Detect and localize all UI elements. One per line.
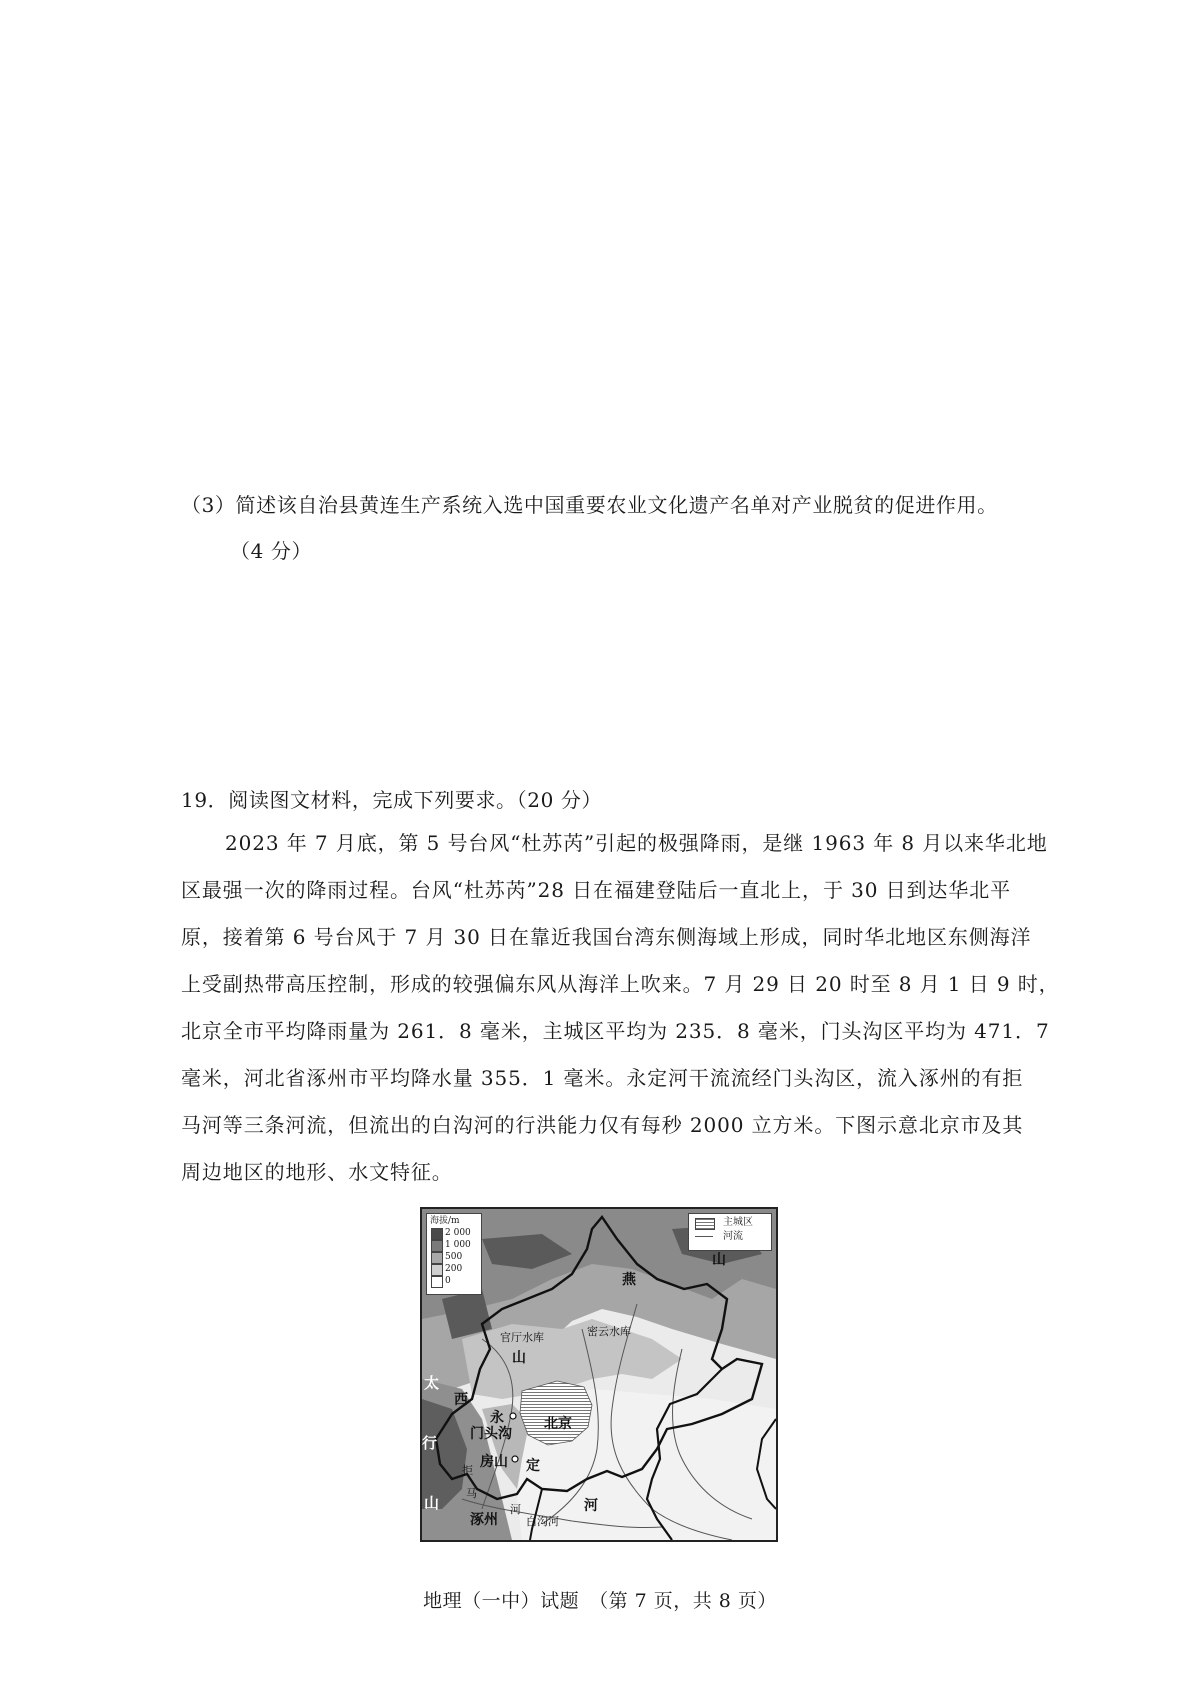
material-line: 上受副热带高压控制，形成的较强偏东风从海洋上吹来。7 月 29 日 20 时至 8 月 1 日 9 时， (181, 972, 1060, 996)
label-xi: 西 (454, 1392, 468, 1408)
question-3-text: （3）简述该自治县黄连生产系统入选中国重要农业文化遗产名单对产业脱贫的促进作用。 (181, 493, 998, 517)
question-3-score: （4 分） (230, 539, 313, 563)
label-fangshan: 房山 (480, 1454, 508, 1470)
legend-swatch (431, 1228, 443, 1240)
label-shan-north: 山 (712, 1252, 726, 1268)
label-baigouhe: 白沟河 (526, 1515, 559, 1528)
question-19-heading: 19．阅读图文材料，完成下列要求。（20 分） (181, 788, 603, 812)
legend-value: 0 (445, 1276, 451, 1286)
label-yong: 永 (490, 1410, 504, 1426)
label-ju: 拒 (462, 1464, 473, 1477)
label-tai: 太 (424, 1374, 440, 1392)
material-line: 原，接着第 6 号台风于 7 月 30 日在靠近我国台湾东侧海域上形成，同时华北地区东侧海洋 (181, 925, 1032, 949)
label-he-west: 河 (510, 1503, 521, 1516)
question-19-material (181, 820, 1060, 1196)
legend-value: 500 (445, 1252, 463, 1262)
legend-value: 200 (445, 1264, 463, 1274)
symbol-legend (688, 1213, 772, 1251)
river-legend-label: 河流 (723, 1231, 743, 1242)
river-line-swatch (695, 1236, 713, 1237)
legend-value: 1 000 (445, 1240, 471, 1250)
label-he-east: 河 (584, 1498, 598, 1514)
material-line: 区最强一次的降雨过程。台风“杜苏芮”28 日在福建登陆后一直北上，于 30 日到达华北平 (181, 878, 1012, 902)
material-line: 周边地区的地形、水文特征。 (181, 1160, 453, 1184)
label-mentougou: 门头沟 (470, 1426, 512, 1442)
beijing-terrain-map (420, 1207, 778, 1542)
label-yan: 燕 (622, 1272, 636, 1288)
legend-swatch (431, 1276, 443, 1288)
legend-swatch (431, 1264, 443, 1276)
label-shan-mid: 山 (512, 1350, 526, 1366)
material-line: 毫米，河北省涿州市平均降水量 355．1 毫米。永定河干流流经门头沟区，流入涿州的有拒 (181, 1066, 1024, 1090)
legend-swatch (431, 1252, 443, 1264)
page-footer: 地理（一中）试题 （第 7 页，共 8 页） (423, 1590, 777, 1612)
label-ding: 定 (526, 1458, 540, 1474)
label-beijing: 北京 (544, 1416, 572, 1432)
legend-swatch (431, 1240, 443, 1252)
fangshan-marker (512, 1456, 518, 1462)
elevation-legend (426, 1213, 482, 1295)
label-ma: 马 (466, 1487, 477, 1500)
label-zhuozhou: 涿州 (470, 1512, 498, 1528)
label-guanting-reservoir: 官厅水库 (500, 1331, 544, 1344)
material-line: 马河等三条河流，但流出的白沟河的行洪能力仅有每秒 2000 立方米。下图示意北京市及其 (181, 1113, 1024, 1137)
elevation-legend-title: 海拔/m (430, 1216, 460, 1226)
urban-area-swatch (695, 1218, 715, 1230)
material-line: 2023 年 7 月底，第 5 号台风“杜苏芮”引起的极强降雨，是继 1963 年 8 月以来华北地 (225, 831, 1048, 855)
label-hang: 行 (422, 1434, 438, 1452)
urban-area-legend-label: 主城区 (723, 1217, 753, 1228)
mentougou-marker (510, 1413, 516, 1419)
label-shan-west: 山 (424, 1494, 440, 1512)
label-miyun-reservoir: 密云水库 (587, 1325, 631, 1338)
legend-value: 2 000 (445, 1228, 471, 1238)
material-line: 北京全市平均降雨量为 261．8 毫米，主城区平均为 235．8 毫米，门头沟区平均为 471．7 (181, 1019, 1050, 1043)
